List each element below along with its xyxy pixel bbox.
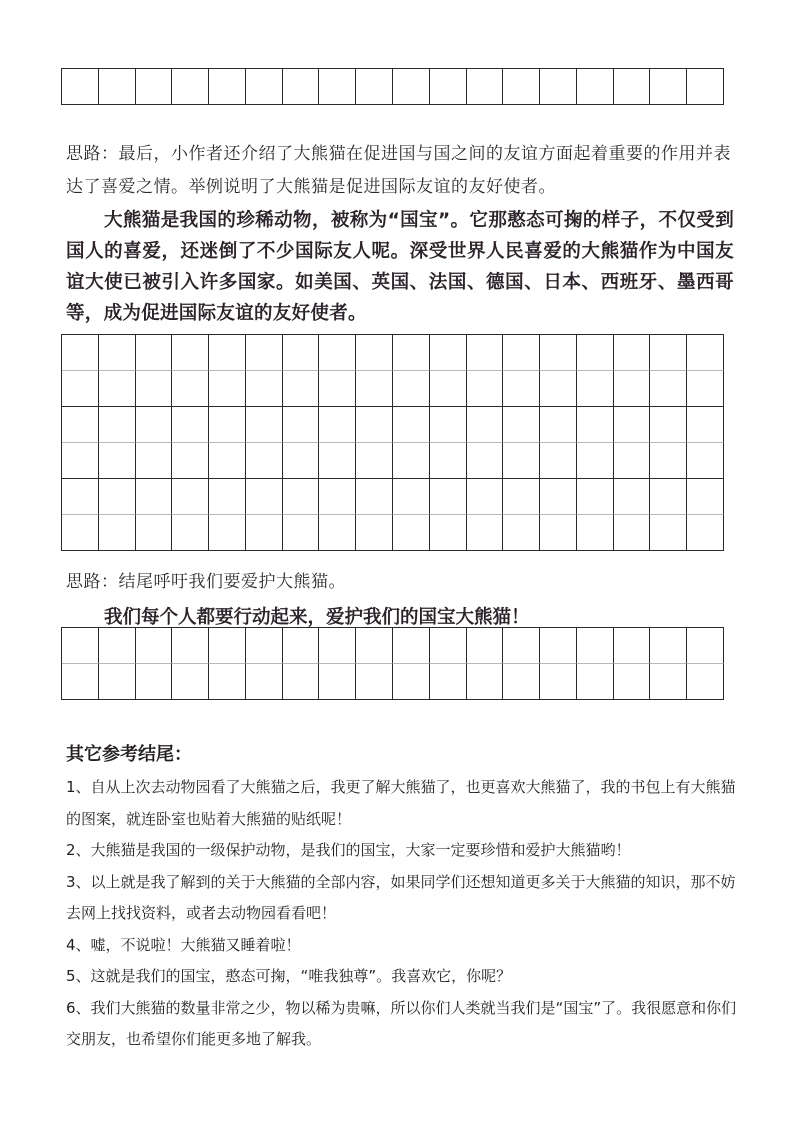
grid-cell: [136, 479, 173, 515]
grid-cell: [136, 407, 173, 443]
grid-cell: [99, 664, 136, 700]
grid-cell: [467, 515, 504, 551]
grid-cell: [687, 371, 724, 407]
grid-cell: [614, 479, 651, 515]
grid-cell: [99, 628, 136, 664]
grid-cell: [136, 664, 173, 700]
grid-cell: [283, 69, 320, 105]
grid-cell: [319, 371, 356, 407]
grid-cell: [650, 407, 687, 443]
grid-cell: [503, 515, 540, 551]
grid-cell: [687, 407, 724, 443]
grid-cell: [99, 69, 136, 105]
grid-cell: [136, 69, 173, 105]
grid-cell: [319, 443, 356, 479]
grid-cell: [99, 479, 136, 515]
grid-cell: [319, 479, 356, 515]
grid-cell: [99, 371, 136, 407]
grid-cell: [356, 479, 393, 515]
grid-cell: [467, 628, 504, 664]
grid-cell: [62, 628, 99, 664]
list-item: 2、大熊猫是我国的一级保护动物，是我们的国宝，大家一定要珍惜和爱护大熊猫哟！: [66, 841, 631, 859]
grid-cell: [246, 628, 283, 664]
grid-cell: [650, 664, 687, 700]
grid-cell: [430, 407, 467, 443]
grid-cell: [99, 443, 136, 479]
grid-cell: [356, 515, 393, 551]
grid-cell: [540, 443, 577, 479]
grid-cell: [172, 443, 209, 479]
grid-cell: [356, 664, 393, 700]
grid-cell: [62, 479, 99, 515]
grid-cell: [430, 69, 467, 105]
grid-cell: [540, 515, 577, 551]
grid-cell: [650, 335, 687, 371]
list-item: 1、自从上次去动物园看了大熊猫之后，我更了解大熊猫了，也更喜欢大熊猫了，我的书包上有大熊猫的图案，就连卧室也贴着大熊猫的贴纸呢！: [66, 778, 736, 828]
grid-cell: [430, 479, 467, 515]
grid-cell: [99, 335, 136, 371]
grid-cell: [393, 479, 430, 515]
grid-cell: [172, 664, 209, 700]
grid-cell: [283, 335, 320, 371]
grid-cell: [62, 407, 99, 443]
grid-cell: [283, 443, 320, 479]
grid-cell: [356, 335, 393, 371]
grid-cell: [577, 371, 614, 407]
grid-cell: [393, 515, 430, 551]
example-paragraph-2: 我们每个人都要行动起来，爱护我们的国宝大熊猫！: [104, 607, 530, 628]
grid-cell: [650, 515, 687, 551]
grid-cell: [136, 335, 173, 371]
grid-cell: [540, 407, 577, 443]
grid-cell: [172, 628, 209, 664]
grid-cell: [246, 335, 283, 371]
grid-cell: [62, 371, 99, 407]
hint-paragraph-1: 思路：最后，小作者还介绍了大熊猫在促进国与国之间的友谊方面起着重要的作用并表达了喜爱之情。举例说明了大熊猫是促进国际友谊的友好使者。: [66, 144, 731, 197]
grid-cell: [209, 664, 246, 700]
grid-cell: [687, 664, 724, 700]
grid-cell: [687, 515, 724, 551]
grid-cell: [319, 69, 356, 105]
grid-cell: [430, 515, 467, 551]
list-item: 4、嘘，不说啦！大熊猫又睡着啦！: [66, 935, 301, 954]
grid-cell: [136, 443, 173, 479]
grid-cell: [650, 479, 687, 515]
grid-cell: [614, 335, 651, 371]
grid-cell: [467, 479, 504, 515]
grid-cell: [209, 628, 246, 664]
grid-cell: [430, 628, 467, 664]
list-item: 5、这就是我们的国宝，憨态可掬，“唯我独尊”。我喜欢它，你呢？: [66, 967, 512, 985]
grid-cell: [503, 335, 540, 371]
grid-cell: [62, 515, 99, 551]
grid-cell: [283, 479, 320, 515]
grid-cell: [430, 371, 467, 407]
grid-cell: [283, 371, 320, 407]
grid-cell: [246, 664, 283, 700]
grid-cell: [614, 664, 651, 700]
grid-cell: [209, 335, 246, 371]
hint-paragraph-2: 思路：结尾呼吁我们要爱护大熊猫。: [66, 572, 346, 592]
writing-grid-bottom: [61, 627, 724, 700]
grid-cell: [393, 335, 430, 371]
grid-cell: [209, 69, 246, 105]
grid-cell: [687, 335, 724, 371]
grid-cell: [99, 515, 136, 551]
grid-cell: [393, 443, 430, 479]
grid-cell: [650, 371, 687, 407]
grid-cell: [319, 664, 356, 700]
grid-cell: [467, 69, 504, 105]
grid-cell: [393, 664, 430, 700]
grid-cell: [356, 371, 393, 407]
grid-cell: [283, 628, 320, 664]
grid-cell: [172, 479, 209, 515]
grid-cell: [467, 371, 504, 407]
grid-cell: [430, 335, 467, 371]
grid-cell: [319, 628, 356, 664]
grid-cell: [172, 371, 209, 407]
list-item: 3、以上就是我了解到的关于大熊猫的全部内容，如果同学们还想知道更多关于大熊猫的知识，那不妨去网上找找资料，或者去动物园看看吧！: [66, 872, 736, 922]
grid-cell: [319, 515, 356, 551]
grid-cell: [283, 407, 320, 443]
list-item: 6、我们大熊猫的数量非常之少，物以稀为贵嘛，所以你们人类就当我们是“国宝”了。我很愿意和你们交朋友，也希望你们能更多地了解我。: [66, 998, 737, 1048]
grid-cell: [246, 407, 283, 443]
grid-cell: [356, 443, 393, 479]
grid-cell: [393, 69, 430, 105]
grid-cell: [540, 479, 577, 515]
grid-cell: [467, 407, 504, 443]
grid-cell: [209, 515, 246, 551]
grid-cell: [172, 407, 209, 443]
grid-cell: [650, 628, 687, 664]
grid-cell: [246, 443, 283, 479]
grid-cell: [540, 628, 577, 664]
grid-cell: [503, 664, 540, 700]
grid-cell: [577, 515, 614, 551]
grid-cell: [172, 335, 209, 371]
grid-cell: [356, 628, 393, 664]
grid-cell: [687, 628, 724, 664]
grid-cell: [209, 371, 246, 407]
grid-cell: [614, 443, 651, 479]
grid-cell: [540, 335, 577, 371]
grid-cell: [246, 479, 283, 515]
grid-cell: [503, 407, 540, 443]
grid-cell: [319, 335, 356, 371]
grid-cell: [209, 443, 246, 479]
grid-cell: [99, 407, 136, 443]
grid-cell: [172, 69, 209, 105]
writing-grid-middle: [61, 334, 724, 551]
grid-cell: [687, 69, 724, 105]
example-paragraph-1: 大熊猫是我国的珍稀动物，被称为“国宝”。它那憨态可掬的样子，不仅受到国人的喜爱，还迷倒了不少国际友人呢。深受世界人民喜爱的大熊猫作为中国友谊大使已被引入许多国家。如美国、英国、法国、德国、日本、西班牙、墨西哥等，成为促进国际友谊的友好使者。: [66, 210, 734, 324]
grid-cell: [62, 664, 99, 700]
grid-cell: [503, 443, 540, 479]
grid-cell: [650, 69, 687, 105]
grid-cell: [577, 479, 614, 515]
grid-cell: [614, 628, 651, 664]
grid-cell: [577, 335, 614, 371]
grid-cell: [356, 407, 393, 443]
grid-cell: [246, 69, 283, 105]
grid-cell: [393, 371, 430, 407]
grid-cell: [136, 371, 173, 407]
grid-cell: [172, 515, 209, 551]
grid-cell: [467, 443, 504, 479]
grid-cell: [246, 515, 283, 551]
grid-cell: [687, 443, 724, 479]
grid-cell: [209, 479, 246, 515]
grid-cell: [503, 69, 540, 105]
grid-cell: [577, 443, 614, 479]
grid-cell: [136, 628, 173, 664]
grid-cell: [614, 407, 651, 443]
grid-cell: [283, 664, 320, 700]
grid-cell: [614, 515, 651, 551]
grid-cell: [577, 628, 614, 664]
grid-cell: [62, 69, 99, 105]
grid-cell: [467, 664, 504, 700]
grid-cell: [136, 515, 173, 551]
grid-cell: [577, 407, 614, 443]
grid-cell: [283, 515, 320, 551]
grid-cell: [356, 69, 393, 105]
grid-cell: [650, 443, 687, 479]
grid-cell: [614, 69, 651, 105]
grid-cell: [393, 407, 430, 443]
grid-cell: [540, 69, 577, 105]
grid-cell: [319, 407, 356, 443]
grid-cell: [540, 664, 577, 700]
grid-cell: [430, 664, 467, 700]
grid-cell: [430, 443, 467, 479]
other-endings-title: 其它参考结尾：: [66, 744, 192, 765]
grid-cell: [62, 443, 99, 479]
grid-cell: [209, 407, 246, 443]
grid-cell: [577, 664, 614, 700]
grid-cell: [614, 371, 651, 407]
grid-cell: [687, 479, 724, 515]
grid-cell: [577, 69, 614, 105]
grid-cell: [467, 335, 504, 371]
grid-cell: [503, 479, 540, 515]
other-endings-list: [66, 772, 738, 1056]
grid-cell: [246, 371, 283, 407]
grid-cell: [503, 628, 540, 664]
grid-cell: [393, 628, 430, 664]
grid-cell: [503, 371, 540, 407]
grid-cell: [540, 371, 577, 407]
grid-cell: [62, 335, 99, 371]
writing-grid-top: [61, 68, 724, 105]
